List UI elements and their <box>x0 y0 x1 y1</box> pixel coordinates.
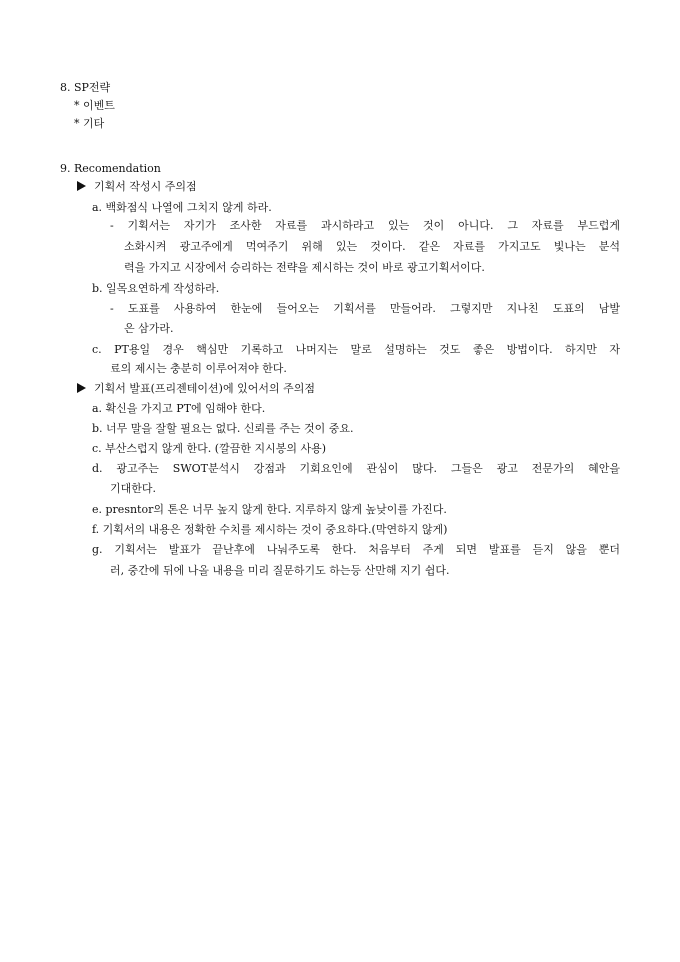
triangle-bullet-icon <box>77 383 86 393</box>
presentation-point-c: c. 부산스럽지 않게 한다. (깔끔한 지시봉의 사용) <box>92 442 326 455</box>
point-b-label: b. 일목요연하게 작성하라. <box>92 282 220 295</box>
group-title-text: 기획서 발표(프리젠테이션)에 있어서의 주의점 <box>94 382 315 395</box>
point-c-detail-line: 료의 제시는 충분히 이루어져야 한다. <box>110 362 287 375</box>
group-title-presentation-cautions <box>77 380 315 398</box>
list-item-event: * 이벤트 <box>74 99 115 112</box>
presentation-point-a: a. 확신을 가지고 PT에 임해야 한다. <box>92 402 266 415</box>
point-c-label: c. PT용일 경우 핵심만 기록하고 나머지는 말로 설명하는 것도 좋은 방법이다. 하지만 자 <box>92 343 620 356</box>
group-title-text: 기획서 작성시 주의점 <box>94 180 197 193</box>
list-item-etc: * 기타 <box>74 117 105 130</box>
point-a-detail-line: 소화시켜 광고주에게 먹여주기 위해 있는 것이다. 같은 자료를 가지고도 빛나는 분석 <box>124 240 620 253</box>
point-b-detail-line: - 도표를 사용하여 한눈에 들어오는 기획서를 만들어라. 그렇지만 지나친 도표의 남발 <box>110 302 620 315</box>
point-a-detail-line: - 기획서는 자기가 조사한 자료를 과시하라고 있는 것이 아니다. 그 자료를 부드럽게 <box>110 219 620 232</box>
point-a-detail-line: 력을 가지고 시장에서 승리하는 전략을 제시하는 것이 바로 광고기획서이다. <box>124 261 485 274</box>
presentation-point-b: b. 너무 말을 잘할 필요는 없다. 신뢰를 주는 것이 중요. <box>92 422 354 435</box>
section-heading-sp-strategy: 8. SP전략 <box>60 81 111 94</box>
presentation-point-g: g. 기획서는 발표가 끝난후에 나눠주도록 한다. 처음부터 주게 되면 발표를 듣지 않을 뿐더 <box>92 543 620 556</box>
triangle-bullet-icon <box>77 181 86 191</box>
presentation-point-d-detail: 기대한다. <box>110 482 157 495</box>
section-heading-recommendation: 9. Recomendation <box>60 162 161 175</box>
point-a-label: a. 백화점식 나열에 그치지 않게 하라. <box>92 201 272 214</box>
presentation-point-e: e. presntor의 톤은 너무 높지 않게 한다. 지루하지 않게 높낮이를 가진다. <box>92 503 447 516</box>
presentation-point-g-detail: 러, 중간에 뒤에 나올 내용을 미리 질문하기도 하는등 산만해 지기 쉽다. <box>110 564 450 577</box>
point-b-detail-line: 은 삼가라. <box>124 322 174 335</box>
group-title-writing-cautions <box>77 178 197 196</box>
presentation-point-d: d. 광고주는 SWOT분석시 강점과 기회요인에 관심이 많다. 그들은 광고 전문가의 혜안을 <box>92 462 620 475</box>
presentation-point-f: f. 기획서의 내용은 정확한 수치를 제시하는 것이 중요하다.(막연하지 않게) <box>92 523 448 536</box>
